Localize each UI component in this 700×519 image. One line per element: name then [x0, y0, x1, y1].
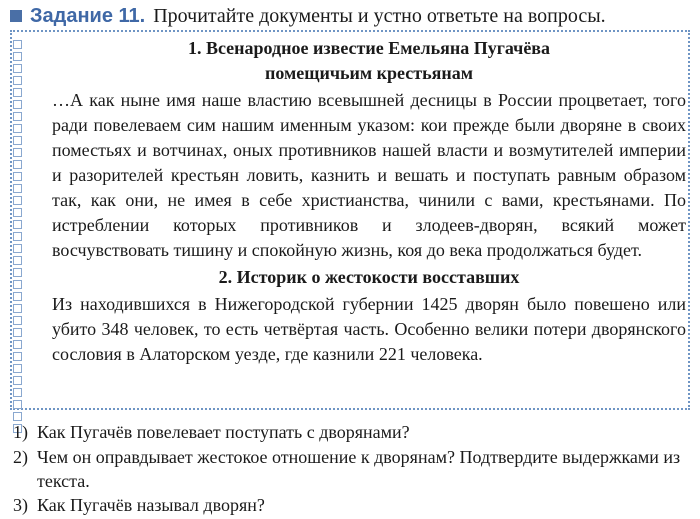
square-marker-icon	[13, 268, 22, 277]
document-2-text: Из находившихся в Нижегородской губернии 1425 дворян было повешено или убито 348 человек, то есть четвёртая часть. Особенно велики потери дворянского сословия в Алаторском уезде, где казнили 221 человека.	[52, 294, 686, 364]
square-marker-icon	[13, 184, 22, 193]
square-marker-icon	[13, 40, 22, 49]
question-number: 3)	[13, 495, 28, 515]
square-marker-icon	[13, 148, 22, 157]
square-marker-icon	[13, 160, 22, 169]
square-marker-icon	[13, 136, 22, 145]
square-marker-icon	[13, 76, 22, 85]
square-marker-icon	[13, 52, 22, 61]
square-marker-icon	[13, 364, 22, 373]
square-marker-icon	[13, 304, 22, 313]
square-marker-icon	[13, 352, 22, 361]
square-marker-icon	[13, 292, 22, 301]
question-3	[13, 493, 688, 518]
document-1-title-line-1: 1. Всенародное известие Емельяна Пугачёва	[187, 38, 551, 58]
square-marker-icon	[13, 256, 22, 265]
square-marker-icon	[13, 316, 22, 325]
questions-list	[13, 420, 688, 518]
question-number: 1)	[13, 422, 28, 442]
square-marker-icon	[13, 280, 22, 289]
question-text: Чем он оправдывает жестокое отношение к дворянам? Подтвердите выдержками из текста.	[37, 447, 681, 491]
task-header	[10, 2, 690, 30]
square-marker-icon	[13, 124, 22, 133]
square-marker-icon	[13, 388, 22, 397]
square-marker-icon	[13, 112, 22, 121]
question-1	[13, 420, 688, 445]
square-marker-icon	[13, 340, 22, 349]
square-marker-icon	[13, 400, 22, 409]
document-1-title	[52, 36, 686, 86]
task-instruction: Прочитайте документы и устно ответьте на вопросы.	[153, 4, 606, 27]
square-marker-icon	[13, 232, 22, 241]
question-text: Как Пугачёв повелевает поступать с дворянами?	[37, 422, 410, 442]
task-label: Задание 11.	[30, 4, 146, 27]
question-2	[13, 445, 688, 493]
square-marker-icon	[13, 100, 22, 109]
square-marker-icon	[13, 244, 22, 253]
square-marker-icon	[13, 220, 22, 229]
document-1-title-line-2: помещичьим крестьянам	[265, 63, 473, 83]
decorative-square-border	[13, 40, 27, 433]
documents-box	[10, 30, 690, 410]
question-text: Как Пугачёв называл дворян?	[37, 495, 265, 515]
document-1-text: …А как ныне имя наше властию всевышней десницы в России процветает, того ради повелеваем сим нашим именным указом: кои прежде были дворяне в своих поместьях и вотчинах, оных противников нашей власти и возмутителей империи и разорителей крестьян ловить, казнить и вешать и поступать равным образом так, как они, не имея в себе христианства, чинили с вами, крестьянами. По истреблении которых противников и злодеев-дворян, всякий может восчувствовать тишину и спокойную жизнь, коя до века продолжаться будет.	[52, 90, 686, 260]
square-marker-icon	[13, 208, 22, 217]
question-number: 2)	[13, 447, 28, 467]
square-marker-icon	[13, 64, 22, 73]
square-bullet-icon	[10, 10, 22, 22]
documents-content	[52, 36, 686, 367]
square-marker-icon	[13, 196, 22, 205]
square-marker-icon	[13, 376, 22, 385]
document-2-title: 2. Историк о жестокости восставших	[218, 267, 520, 287]
square-marker-icon	[13, 88, 22, 97]
square-marker-icon	[13, 328, 22, 337]
square-marker-icon	[13, 172, 22, 181]
